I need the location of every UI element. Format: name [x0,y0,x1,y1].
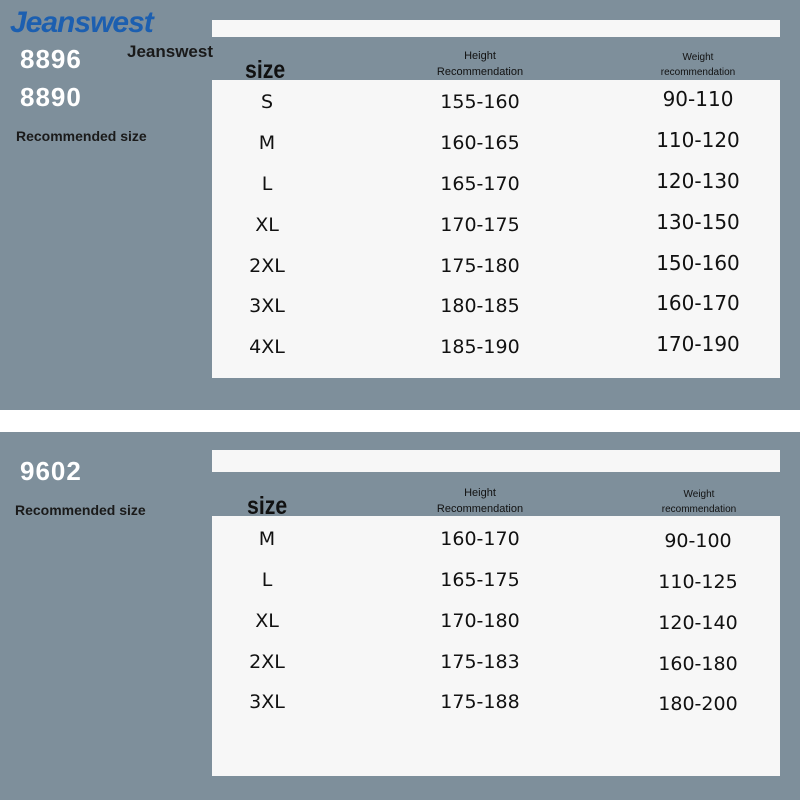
header-bar [212,20,780,37]
weight-cell: 90-100 [664,530,732,552]
size-cell: 3XL [249,691,285,713]
weight-cell: 130-150 [656,210,740,234]
size-cell: S [260,91,274,113]
table-row [0,565,800,595]
weight-cell: 90-110 [662,87,734,111]
header-bar [212,450,780,472]
table-row [0,647,800,677]
height-cell: 160-170 [440,528,520,550]
weight-cell: 170-190 [656,332,740,356]
weight-cell: 150-160 [656,251,740,275]
product-code: 8896 [20,44,82,74]
size-cell: 2XL [249,255,285,277]
product-code: 9602 [20,456,82,486]
size-cell: 4XL [249,336,285,358]
height-cell: 175-180 [440,255,520,277]
recommended-size-label: Recommended size [16,128,147,144]
weight-cell: 160-170 [656,291,740,315]
height-cell: 160-165 [440,132,520,154]
table-row [0,332,800,362]
size-cell: 3XL [249,295,285,317]
weight-column-header: Weight recommendation [661,489,737,515]
height-cell: 175-183 [440,651,520,673]
brand-logo: Jeanswest [10,6,153,39]
brand-name: Jeanswest [127,42,213,61]
size-cell: L [261,569,273,591]
weight-cell: 120-130 [656,169,740,193]
table-row [0,251,800,281]
height-cell: 155-160 [440,91,520,113]
table-row [0,128,800,158]
weight-cell: 120-140 [658,612,738,634]
weight-cell: 180-200 [658,693,738,715]
table-row [0,687,800,717]
table-row [0,606,800,636]
size-cell: M [258,132,276,154]
table-row [0,524,800,554]
size-cell: XL [255,610,279,632]
table-row [0,169,800,199]
height-cell: 165-175 [440,569,520,591]
weight-cell: 160-180 [658,653,738,675]
height-cell: 165-170 [440,173,520,195]
height-cell: 180-185 [440,295,520,317]
height-cell: 175-188 [440,691,520,713]
size-cell: L [261,173,273,195]
size-chart-panel-2 [0,432,800,800]
height-cell: 170-175 [440,214,520,236]
product-code: 8890 [20,82,82,112]
height-cell: 185-190 [440,336,520,358]
weight-cell: 110-125 [658,571,738,593]
height-column-header: Height Recommendation [436,50,524,78]
recommended-size-label: Recommended size [15,502,146,518]
size-column-header: size [245,56,286,84]
weight-column-header: Weight recommendation [660,52,736,78]
size-cell: XL [255,214,279,236]
size-cell: M [258,528,276,550]
height-column-header: Height Recommendation [436,487,524,515]
table-row [0,291,800,321]
weight-cell: 110-120 [656,128,740,152]
size-column-header: size [247,492,288,520]
height-cell: 170-180 [440,610,520,632]
table-row [0,87,800,117]
size-cell: 2XL [249,651,285,673]
table-row [0,210,800,240]
